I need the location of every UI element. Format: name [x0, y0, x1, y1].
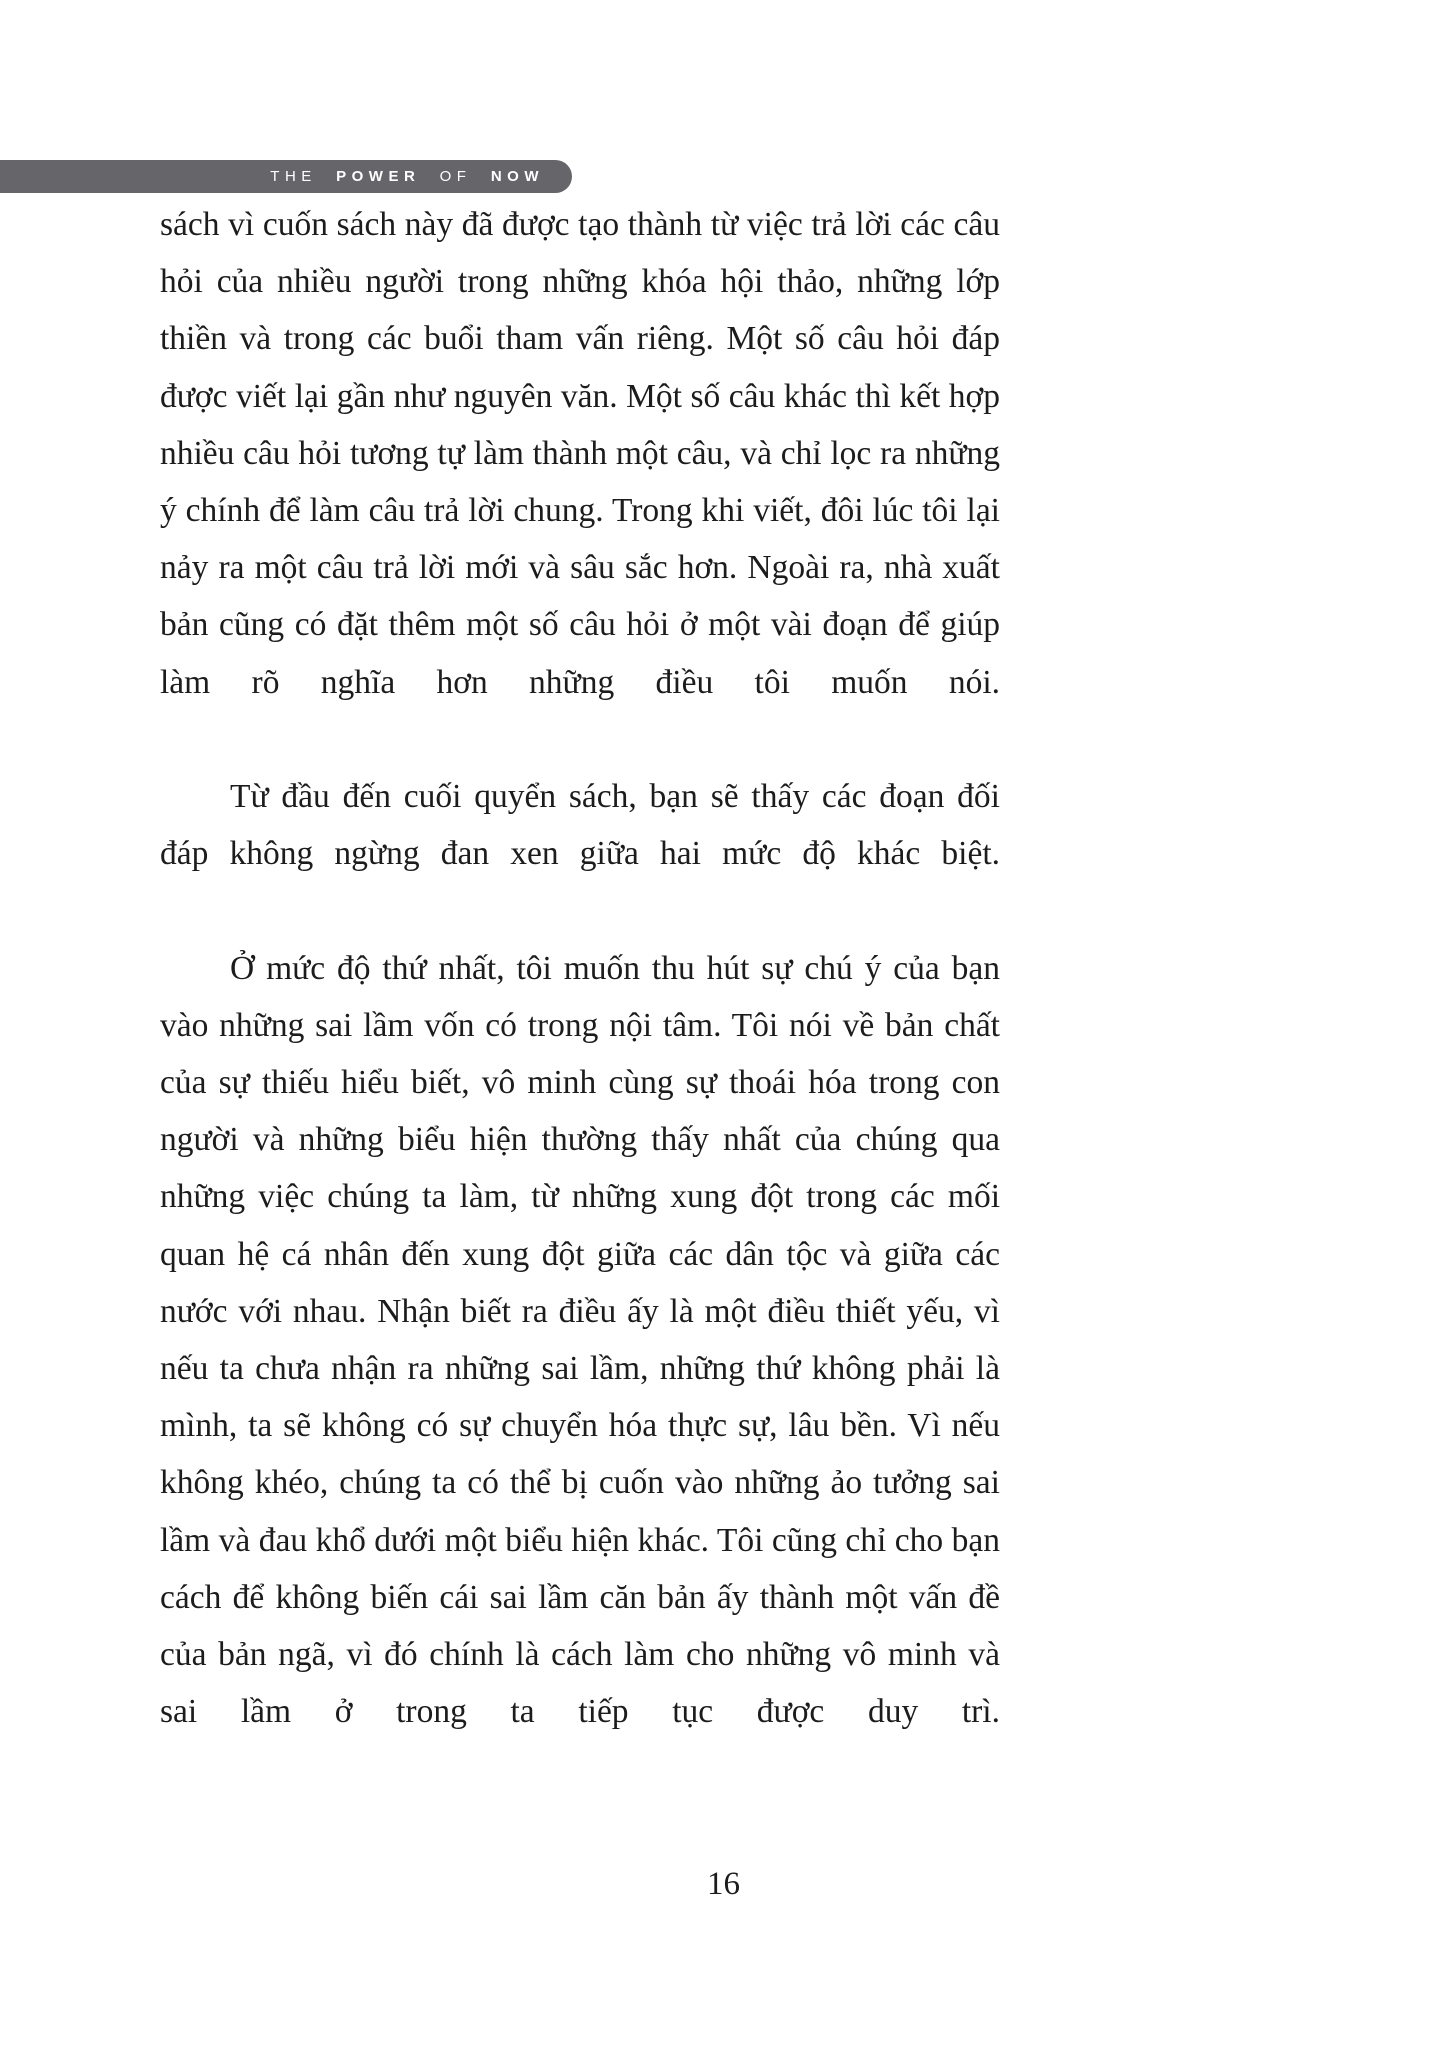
header-word-power: POWER [336, 168, 421, 185]
header-word-now: NOW [490, 168, 544, 185]
paragraph-3: Ở mức độ thứ nhất, tôi muốn thu hút sự chú ý của bạn vào những sai lầm vốn có trong nội tâm. Tôi nói về bản chất của sự thiếu hiểu biết, vô minh cùng sự thoái hóa trong con người và những biểu hiện thường thấy nhất của chúng qua những việc chúng ta làm, từ những xung đột trong các mối quan hệ cá nhân đến xung đột giữa các dân tộc và giữa các nước với nhau. Nhận biết ra điều ấy là một điều thiết yếu, vì nếu ta chưa nhận ra những sai lầm, những thứ không phải là mình, ta sẽ không có sự chuyển hóa thực sự, lâu bền. Vì nếu không khéo, chúng ta có thể bị cuốn vào những ảo tưởng sai lầm và đau khổ dưới một biểu hiện khác. Tôi cũng chỉ cho bạn cách để không biến cái sai lầm căn bản ấy thành một vấn đề của bản ngã, vì đó chính là cách làm cho những vô minh và sai lầm ở trong ta tiếp tục được duy trì. [160, 949, 1000, 1731]
running-header-title [270, 169, 544, 184]
paragraph-1: sách vì cuốn sách này đã được tạo thành từ việc trả lời các câu hỏi của nhiều người trong những khóa hội thảo, những lớp thiền và trong các buổi tham vấn riêng. Một số câu hỏi đáp được viết lại gần như nguyên văn. Một số câu khác thì kết hợp nhiều câu hỏi tương tự làm thành một câu, và chỉ lọc ra những ý chính để làm câu trả lời chung. Trong khi viết, đôi lúc tôi lại nảy ra một câu trả lời mới và sâu sắc hơn. Ngoài ra, nhà xuất bản cũng có đặt thêm một số câu hỏi ở một vài đoạn để giúp làm rõ nghĩa hơn những điều tôi muốn nói. [160, 206, 1000, 701]
running-header-banner [0, 160, 572, 193]
header-word-of: OF [439, 168, 472, 185]
header-space-1 [317, 168, 336, 185]
header-space-2 [420, 168, 439, 185]
header-word-the: THE [270, 168, 317, 185]
header-space-3 [471, 168, 490, 185]
body-text-column [160, 196, 1000, 1798]
page-number: 16 [707, 1866, 740, 1902]
paragraph-2: Từ đầu đến cuối quyển sách, bạn sẽ thấy các đoạn đối đáp không ngừng đan xen giữa hai mức độ khác biệt. [160, 778, 1000, 873]
